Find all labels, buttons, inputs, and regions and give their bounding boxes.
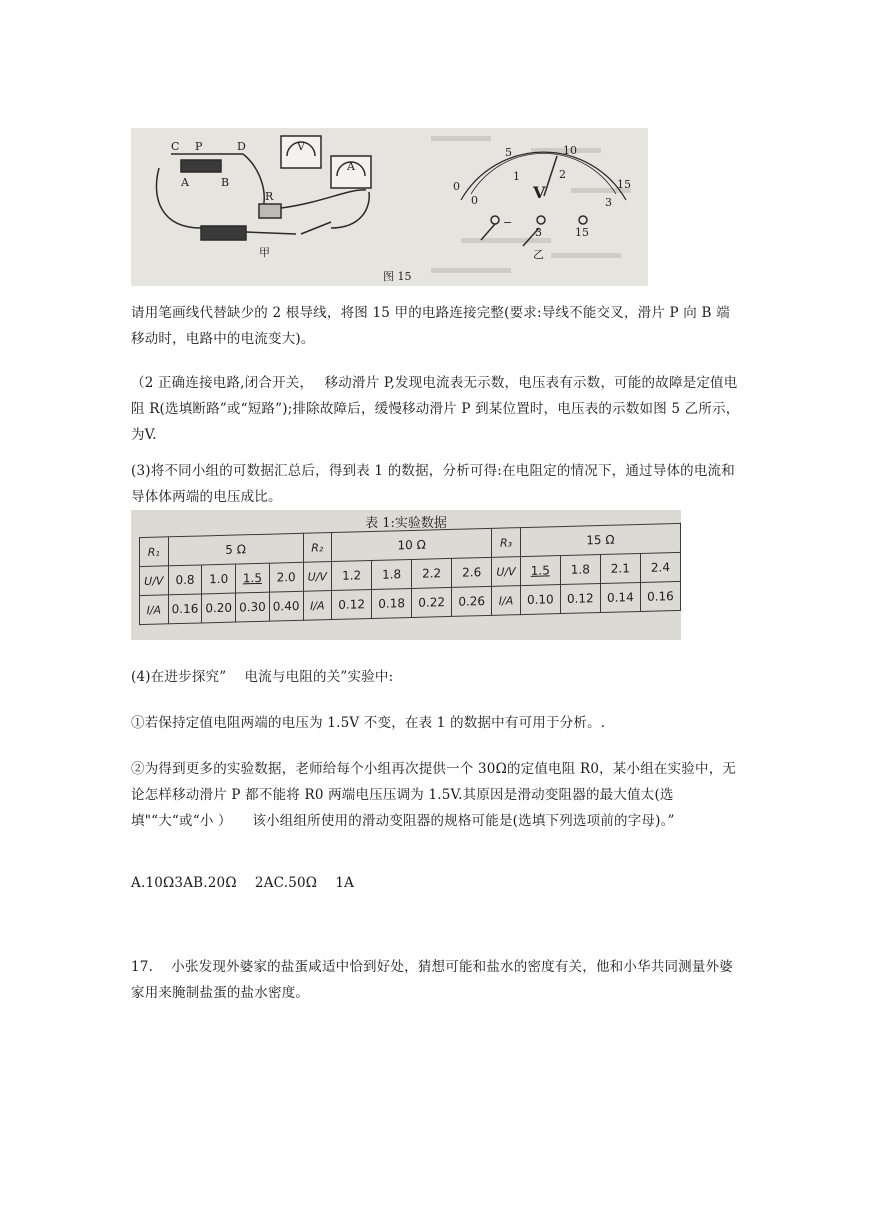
cell-g3-i1: 0.12 — [560, 584, 600, 614]
cell-g1-u1: 1.0 — [202, 564, 236, 594]
cell-i-label: I/A — [140, 595, 169, 625]
cell-g2-u3: 2.6 — [452, 557, 492, 587]
table-1-photo — [131, 510, 681, 640]
cell-r1-value: 5 Ω — [168, 533, 303, 566]
scale-i2: 2 — [559, 168, 566, 181]
cell-g2-u1: 1.8 — [372, 559, 412, 589]
label-yi: 乙 — [533, 248, 544, 261]
label-meter-A: A — [347, 160, 355, 173]
scale-10: 10 — [563, 144, 577, 157]
cell-g1-i2: 0.30 — [236, 592, 270, 622]
cell-u-label: U/V — [140, 566, 169, 596]
cell-r2-label: R₂ — [303, 533, 332, 563]
term-3: 3 — [535, 226, 542, 239]
label-A: A — [181, 176, 189, 189]
label-P: P — [195, 140, 203, 153]
cell-u-label-2: U/V — [303, 562, 332, 592]
question-4-1-text: ①若保持定值电阻两端的电压为 1.5V 不变，在表 1 的数据中有可用于分析。. — [131, 715, 606, 731]
cell-r2-value: 10 Ω — [332, 528, 492, 561]
figure-15-photo — [131, 128, 648, 286]
cell-g2-i0: 0.12 — [332, 590, 372, 620]
cell-r3-label: R₃ — [492, 528, 521, 558]
cell-r1-label: R₁ — [140, 537, 169, 567]
cell-g3-u2: 2.1 — [600, 553, 640, 583]
cell-i-label-3: I/A — [492, 586, 521, 616]
cell-g1-i0: 0.16 — [168, 594, 202, 624]
scale-5: 5 — [505, 146, 512, 159]
cell-g3-i3: 0.16 — [640, 581, 680, 611]
question-17-text: 17. 小张发现外婆家的盐蛋咸适中恰到好处，猜想可能和盐水的密度有关，他和小华共同测量外婆家用来腌制盐蛋的盐水密度。 — [131, 959, 733, 1001]
label-R: R — [265, 190, 274, 203]
cell-g3-u3: 2.4 — [640, 552, 680, 582]
question-1-text: 请用笔画线代替缺少的 2 根导线，将图 15 甲的电路连接完整(要求:导线不能交叉，滑片 P 向 B 端移动时，电路中的电流变大)。 — [131, 305, 730, 347]
term-minus: − — [503, 216, 513, 229]
question-4-text: (4)在进步探究” 电流与电阻的关”实验中: — [131, 669, 394, 685]
circuit-diagram — [131, 128, 648, 286]
cell-g2-i1: 0.18 — [372, 588, 412, 618]
question-2-text: （2 正确连接电路,闭合开关， 移动滑片 P,发现电流表无示数，电压表有示数，可能的故障是定值电阻 R(选填断路”或“短路”);排除故障后，缓慢移动滑片 P 到某位置时，电压表的示数如图 5 乙所示，为V. — [131, 375, 740, 443]
cell-g3-u0: 1.5 — [520, 556, 560, 586]
cell-g2-i3: 0.26 — [452, 586, 492, 616]
question-4-2-text: ②为得到更多的实验数据，老师给每个小组再次提供一个 30Ω的定值电阻 R0，某小组在实验中，无论怎样移动滑片 P 都不能将 R0 两端电压压调为 1.5V.其原因是滑动变阻器的最大值太(选填"“大“或“小 ） 该小组组所使用的滑动变阻器的规格可能是(选填下列选项前的字母)。” — [131, 761, 737, 829]
scale-i1: 1 — [513, 170, 520, 183]
term-15: 15 — [575, 226, 589, 239]
scale-15: 15 — [617, 178, 631, 191]
answer-options: A.10Ω3AB.20Ω 2AC.50Ω 1A — [131, 875, 355, 891]
scale-i3: 3 — [605, 196, 612, 209]
label-jia: 甲 — [259, 246, 270, 259]
cell-g3-i0: 0.10 — [520, 585, 560, 615]
cell-g2-u2: 2.2 — [412, 558, 452, 588]
scale-0: 0 — [453, 180, 460, 193]
data-table — [139, 523, 681, 625]
cell-g1-i1: 0.20 — [202, 593, 236, 623]
cell-r3-value: 15 Ω — [520, 523, 680, 556]
label-C: C — [171, 140, 180, 153]
label-big-V: V — [533, 183, 546, 202]
cell-g3-u1: 1.8 — [560, 555, 600, 585]
cell-g2-i2: 0.22 — [412, 587, 452, 617]
cell-g1-i3: 0.40 — [269, 591, 303, 621]
label-D: D — [237, 140, 246, 153]
scale-i0: 0 — [471, 194, 478, 207]
cell-g2-u0: 1.2 — [332, 561, 372, 591]
cell-g1-u3: 2.0 — [269, 562, 303, 592]
table-title: 表 1:实验数据 — [365, 516, 447, 531]
figure-caption: 图 15 — [383, 270, 412, 283]
cell-g3-i2: 0.14 — [600, 582, 640, 612]
cell-u-label-3: U/V — [492, 557, 521, 587]
label-meter-V: V — [297, 140, 305, 153]
label-B: B — [221, 176, 230, 189]
question-3-text: (3)将不同小组的可数据汇总后，得到表 1 的数据，分析可得:在电阻定的情况下，通过导体的电流和导体体两端的电压成比。 — [131, 463, 735, 505]
cell-g1-u0: 0.8 — [168, 565, 202, 595]
cell-i-label-2: I/A — [303, 591, 332, 621]
cell-g1-u2: 1.5 — [236, 563, 270, 593]
